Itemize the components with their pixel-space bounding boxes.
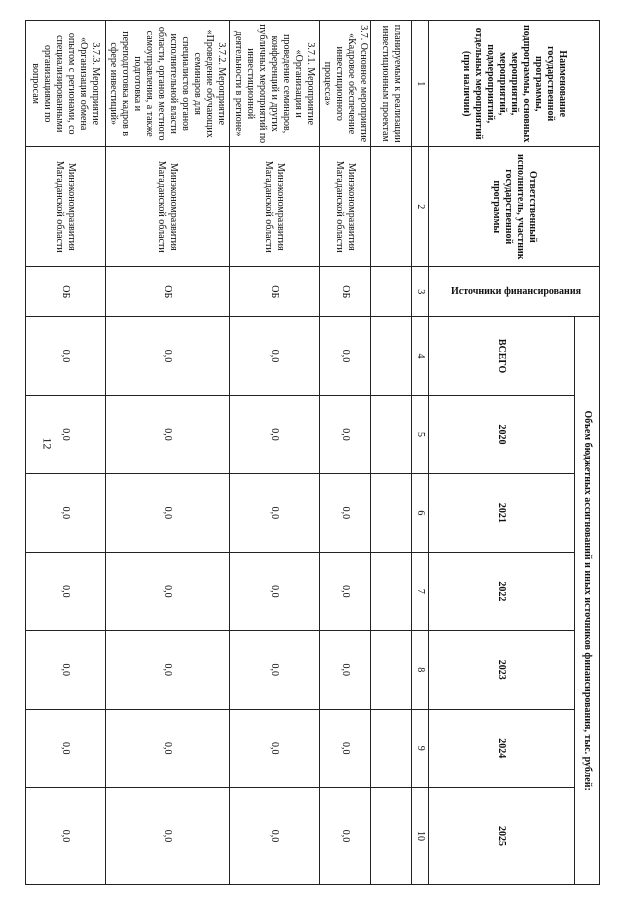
row-value: [371, 709, 412, 787]
row-value: [371, 631, 412, 709]
row-value: 0,0: [106, 631, 230, 709]
row-source: ОБ: [320, 267, 371, 317]
col-number: 6: [412, 474, 429, 552]
row-value: 0,0: [106, 552, 230, 630]
budget-table: [25, 20, 600, 885]
row-value: 0,0: [106, 474, 230, 552]
page-number: 12: [40, 437, 55, 450]
row-value: [371, 787, 412, 884]
row-responsible: Минэкономразвития Магаданской области: [320, 147, 371, 267]
header-year: 2022: [429, 552, 575, 630]
header-year: 2020: [429, 395, 575, 473]
column-numbers-row: [412, 21, 429, 885]
col-number: 5: [412, 395, 429, 473]
row-value: 0,0: [106, 787, 230, 884]
row-value: 0,0: [230, 787, 320, 884]
table-row: [230, 21, 320, 885]
row-source: [371, 267, 412, 317]
row-source: ОБ: [230, 267, 320, 317]
col-number: 9: [412, 709, 429, 787]
row-name: планируемым к реализации инвестиционным проектам: [371, 21, 412, 147]
row-value: 0,0: [26, 395, 106, 473]
row-responsible: Минэкономразвития Магаданской области: [26, 147, 106, 267]
header-year: 2023: [429, 631, 575, 709]
row-responsible: Минэкономразвития Магаданской области: [106, 147, 230, 267]
row-source: ОБ: [106, 267, 230, 317]
col-number: 7: [412, 552, 429, 630]
col-number: 10: [412, 787, 429, 884]
header-source-text: Источники финансирования: [451, 285, 581, 297]
row-value: 0,0: [320, 317, 371, 395]
row-name: 3.7.1. Мероприятие «Организация и проведение семинаров, конференций и других публичных мероприятий по инвестиционной деятельности в регионе»: [230, 21, 320, 147]
header-responsible: Ответственный исполнитель, участник государственной программы: [429, 147, 600, 267]
row-value: 0,0: [230, 552, 320, 630]
row-value: 0,0: [106, 317, 230, 395]
row-name: 3.7.2. Мероприятие «Проведение обучающих семинаров для специалистов органов исполнительной власти области, органов местного самоуправления, а также подготовка и переподготовка кадров в сфере инвестиций»: [106, 21, 230, 147]
header-year: 2024: [429, 709, 575, 787]
header-group: Объем бюджетных ассигнований и иных источников финансирования, тыс. рублей:: [575, 317, 600, 885]
row-value: 0,0: [230, 474, 320, 552]
row-value: 0,0: [230, 395, 320, 473]
row-responsible: [371, 147, 412, 267]
row-value: 0,0: [320, 552, 371, 630]
table-row: [371, 21, 412, 885]
row-value: 0,0: [26, 787, 106, 884]
col-number: 2: [412, 147, 429, 267]
row-value: 0,0: [230, 317, 320, 395]
header-year: 2025: [429, 787, 575, 884]
row-responsible: Минэкономразвития Магаданской области: [230, 147, 320, 267]
row-value: 0,0: [26, 631, 106, 709]
table-container: [30, 20, 600, 885]
row-value: 0,0: [106, 709, 230, 787]
row-value: 0,0: [320, 395, 371, 473]
row-value: 0,0: [26, 552, 106, 630]
row-value: 0,0: [26, 709, 106, 787]
col-number: 1: [412, 21, 429, 147]
row-value: 0,0: [320, 709, 371, 787]
row-value: [371, 552, 412, 630]
row-value: 0,0: [320, 787, 371, 884]
row-name: 3.7. Основное мероприятие «Кадровое обеспечение инвестиционного процесса»: [320, 21, 371, 147]
row-value: [371, 474, 412, 552]
row-value: 0,0: [320, 631, 371, 709]
col-number: 3: [412, 267, 429, 317]
header-row: [575, 21, 600, 885]
table-row: [320, 21, 371, 885]
col-number: 8: [412, 631, 429, 709]
header-total: ВСЕГО: [429, 317, 575, 395]
row-name: 3.7.3. Мероприятие «Организация обмена опытом с регионами, со специализированными организациями по вопросам: [26, 21, 106, 147]
table-row: [106, 21, 230, 885]
row-value: [371, 395, 412, 473]
header-year: 2021: [429, 474, 575, 552]
row-value: 0,0: [320, 474, 371, 552]
row-value: 0,0: [230, 709, 320, 787]
row-source: ОБ: [26, 267, 106, 317]
row-value: 0,0: [26, 474, 106, 552]
row-value: 0,0: [106, 395, 230, 473]
col-number: 4: [412, 317, 429, 395]
row-value: 0,0: [230, 631, 320, 709]
header-source: [429, 267, 600, 317]
table-row: [26, 21, 106, 885]
row-value: 0,0: [26, 317, 106, 395]
header-name: Наименование государственной программы, подпрограммы, основных мероприятий, мероприятий, подмероприятий, отдельных мероприятий (при наличии): [429, 21, 600, 147]
row-value: [371, 317, 412, 395]
